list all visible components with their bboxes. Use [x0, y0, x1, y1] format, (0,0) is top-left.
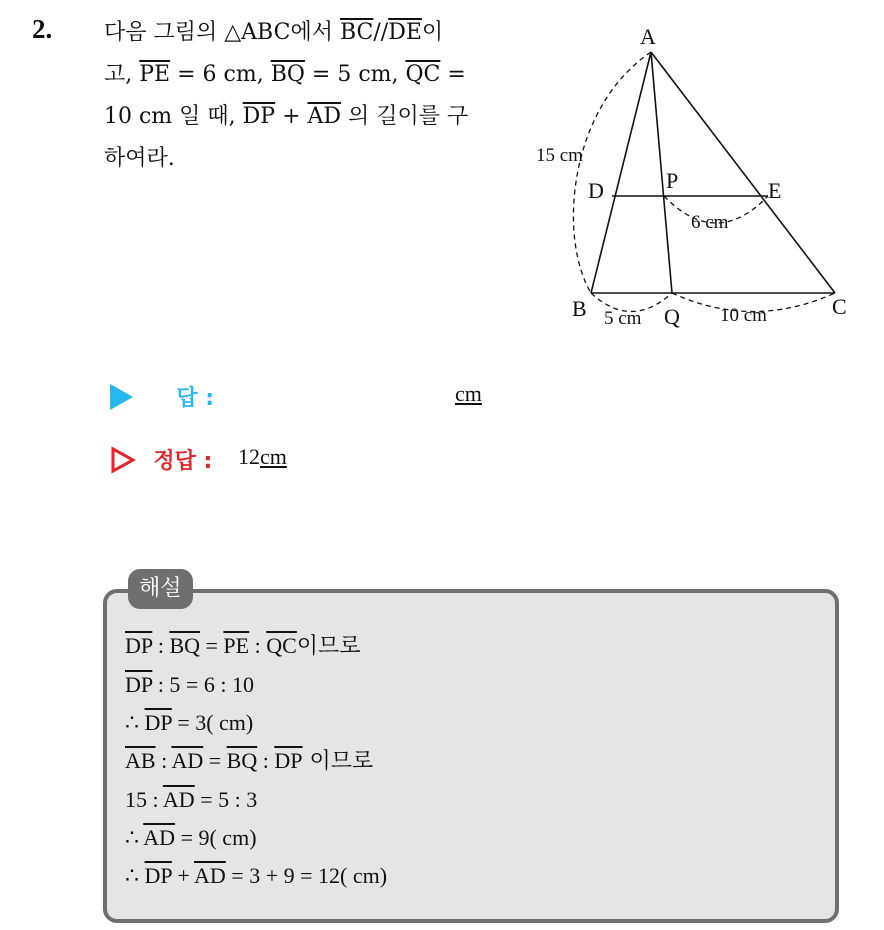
length-qc: 10 cm: [720, 305, 767, 326]
problem-line-2: [104, 54, 504, 96]
math-segment: $\overline{BQ}$: [226, 748, 258, 773]
solution-line-3: [125, 704, 387, 742]
problem-text: [104, 12, 504, 180]
problem-number: 2.: [32, 14, 53, 44]
segment-dp: $\overline{DP}$: [242, 104, 276, 129]
label-a: A: [640, 24, 656, 49]
math-text: =: [200, 633, 224, 658]
math-segment: $\overline{AD}$: [143, 825, 176, 850]
math-segment: $\overline{PE}$: [223, 633, 250, 658]
correct-answer-label: 정답 :: [153, 449, 213, 474]
text-segment: 의 길이를 구: [341, 104, 469, 129]
solution-line-6: [125, 819, 387, 857]
math-text: : 5 = 6 : 10: [152, 672, 254, 697]
correct-answer-value: [238, 444, 287, 470]
label-d: D: [588, 178, 604, 203]
solution-lines: [125, 627, 387, 895]
math-text: +: [171, 863, 195, 888]
math-segment: $\overline{BQ}$: [169, 633, 200, 658]
text-segment: 10 cm 일 때,: [104, 104, 243, 129]
math-text: :: [152, 633, 170, 658]
triangle-figure: [528, 18, 858, 338]
math-text: :: [249, 633, 267, 658]
length-pe: 6 cm: [691, 212, 729, 233]
side-ac: [651, 52, 835, 293]
length-bq: 5 cm: [604, 308, 642, 329]
text-segment: =: [440, 62, 466, 87]
math-text: =: [203, 748, 227, 773]
math-segment: $\overline{DP}$: [144, 863, 172, 888]
math-segment: $\overline{AD}$: [194, 863, 226, 888]
label-b: B: [572, 296, 587, 321]
text-segment: +: [275, 104, 308, 129]
text-segment: = 5 cm,: [304, 62, 406, 87]
segment-pe: $\overline{PE}$: [139, 62, 171, 87]
math-text: 이므로: [296, 634, 361, 659]
math-segment: $\overline{DP}$: [144, 710, 172, 735]
math-text: 15 :: [125, 787, 163, 812]
solution-line-7: [125, 857, 387, 895]
label-q: Q: [664, 304, 680, 329]
label-c: C: [832, 294, 847, 319]
solution-tab: 해설: [128, 569, 193, 609]
segment-bc: $\overline{BC}$: [339, 20, 374, 45]
segment-de: $\overline{DE}$: [388, 20, 422, 45]
segment-qc: $\overline{QC}$: [405, 62, 441, 87]
segment-ad: $\overline{AD}$: [307, 104, 342, 129]
answer-label: 답 :: [176, 386, 215, 411]
therefore-symbol: ∴: [125, 863, 145, 888]
label-e: E: [768, 178, 782, 203]
label-p: P: [666, 168, 679, 193]
answer-arrow-icon: [110, 384, 133, 410]
problem-line-3: [104, 96, 504, 138]
math-segment: $\overline{AB}$: [125, 748, 156, 773]
arc-ab: [573, 52, 651, 293]
text-segment: 하여라.: [104, 146, 175, 171]
correct-answer-row: [110, 444, 212, 475]
text-segment: 고,: [104, 62, 140, 87]
math-text: :: [257, 748, 275, 773]
solution-line-5: [125, 781, 387, 819]
solution-line-4: [125, 742, 387, 781]
math-segment: $\overline{AD}$: [162, 787, 195, 812]
therefore-symbol: ∴: [125, 710, 145, 735]
text-segment: 다음 그림의 △ABC에서: [104, 20, 340, 45]
math-text: = 5 : 3: [194, 787, 258, 812]
math-text: = 3( cm): [171, 710, 254, 735]
math-segment: $\overline{QC}$: [266, 633, 297, 658]
answer-row: [110, 381, 214, 412]
correct-number: 12: [238, 444, 260, 469]
length-ab: 15 cm: [536, 145, 583, 166]
math-segment: $\overline{DP}$: [125, 672, 153, 697]
math-segment: $\overline{DP}$: [274, 748, 303, 773]
therefore-symbol: ∴: [125, 825, 144, 850]
math-text: = 9( cm): [175, 825, 257, 850]
solution-line-2: [125, 666, 387, 704]
solution-line-1: [125, 627, 387, 666]
correct-unit: cm: [260, 444, 287, 469]
segment-bq: $\overline{BQ}$: [270, 62, 305, 87]
answer-unit: cm: [455, 381, 482, 406]
parallel-symbol: //: [373, 20, 389, 45]
math-segment: $\overline{DP}$: [125, 633, 153, 658]
side-ab: [591, 52, 651, 293]
correct-arrow-icon: [110, 446, 136, 474]
math-text: 이므로: [302, 749, 374, 774]
math-segment: $\overline{AD}$: [171, 748, 204, 773]
problem-line-1: [104, 12, 504, 54]
text-segment: 이: [421, 20, 444, 45]
text-segment: = 6 cm,: [170, 62, 271, 87]
math-text: :: [155, 748, 172, 773]
problem-line-4: [104, 138, 504, 180]
math-text: = 3 + 9 = 12( cm): [225, 863, 388, 888]
